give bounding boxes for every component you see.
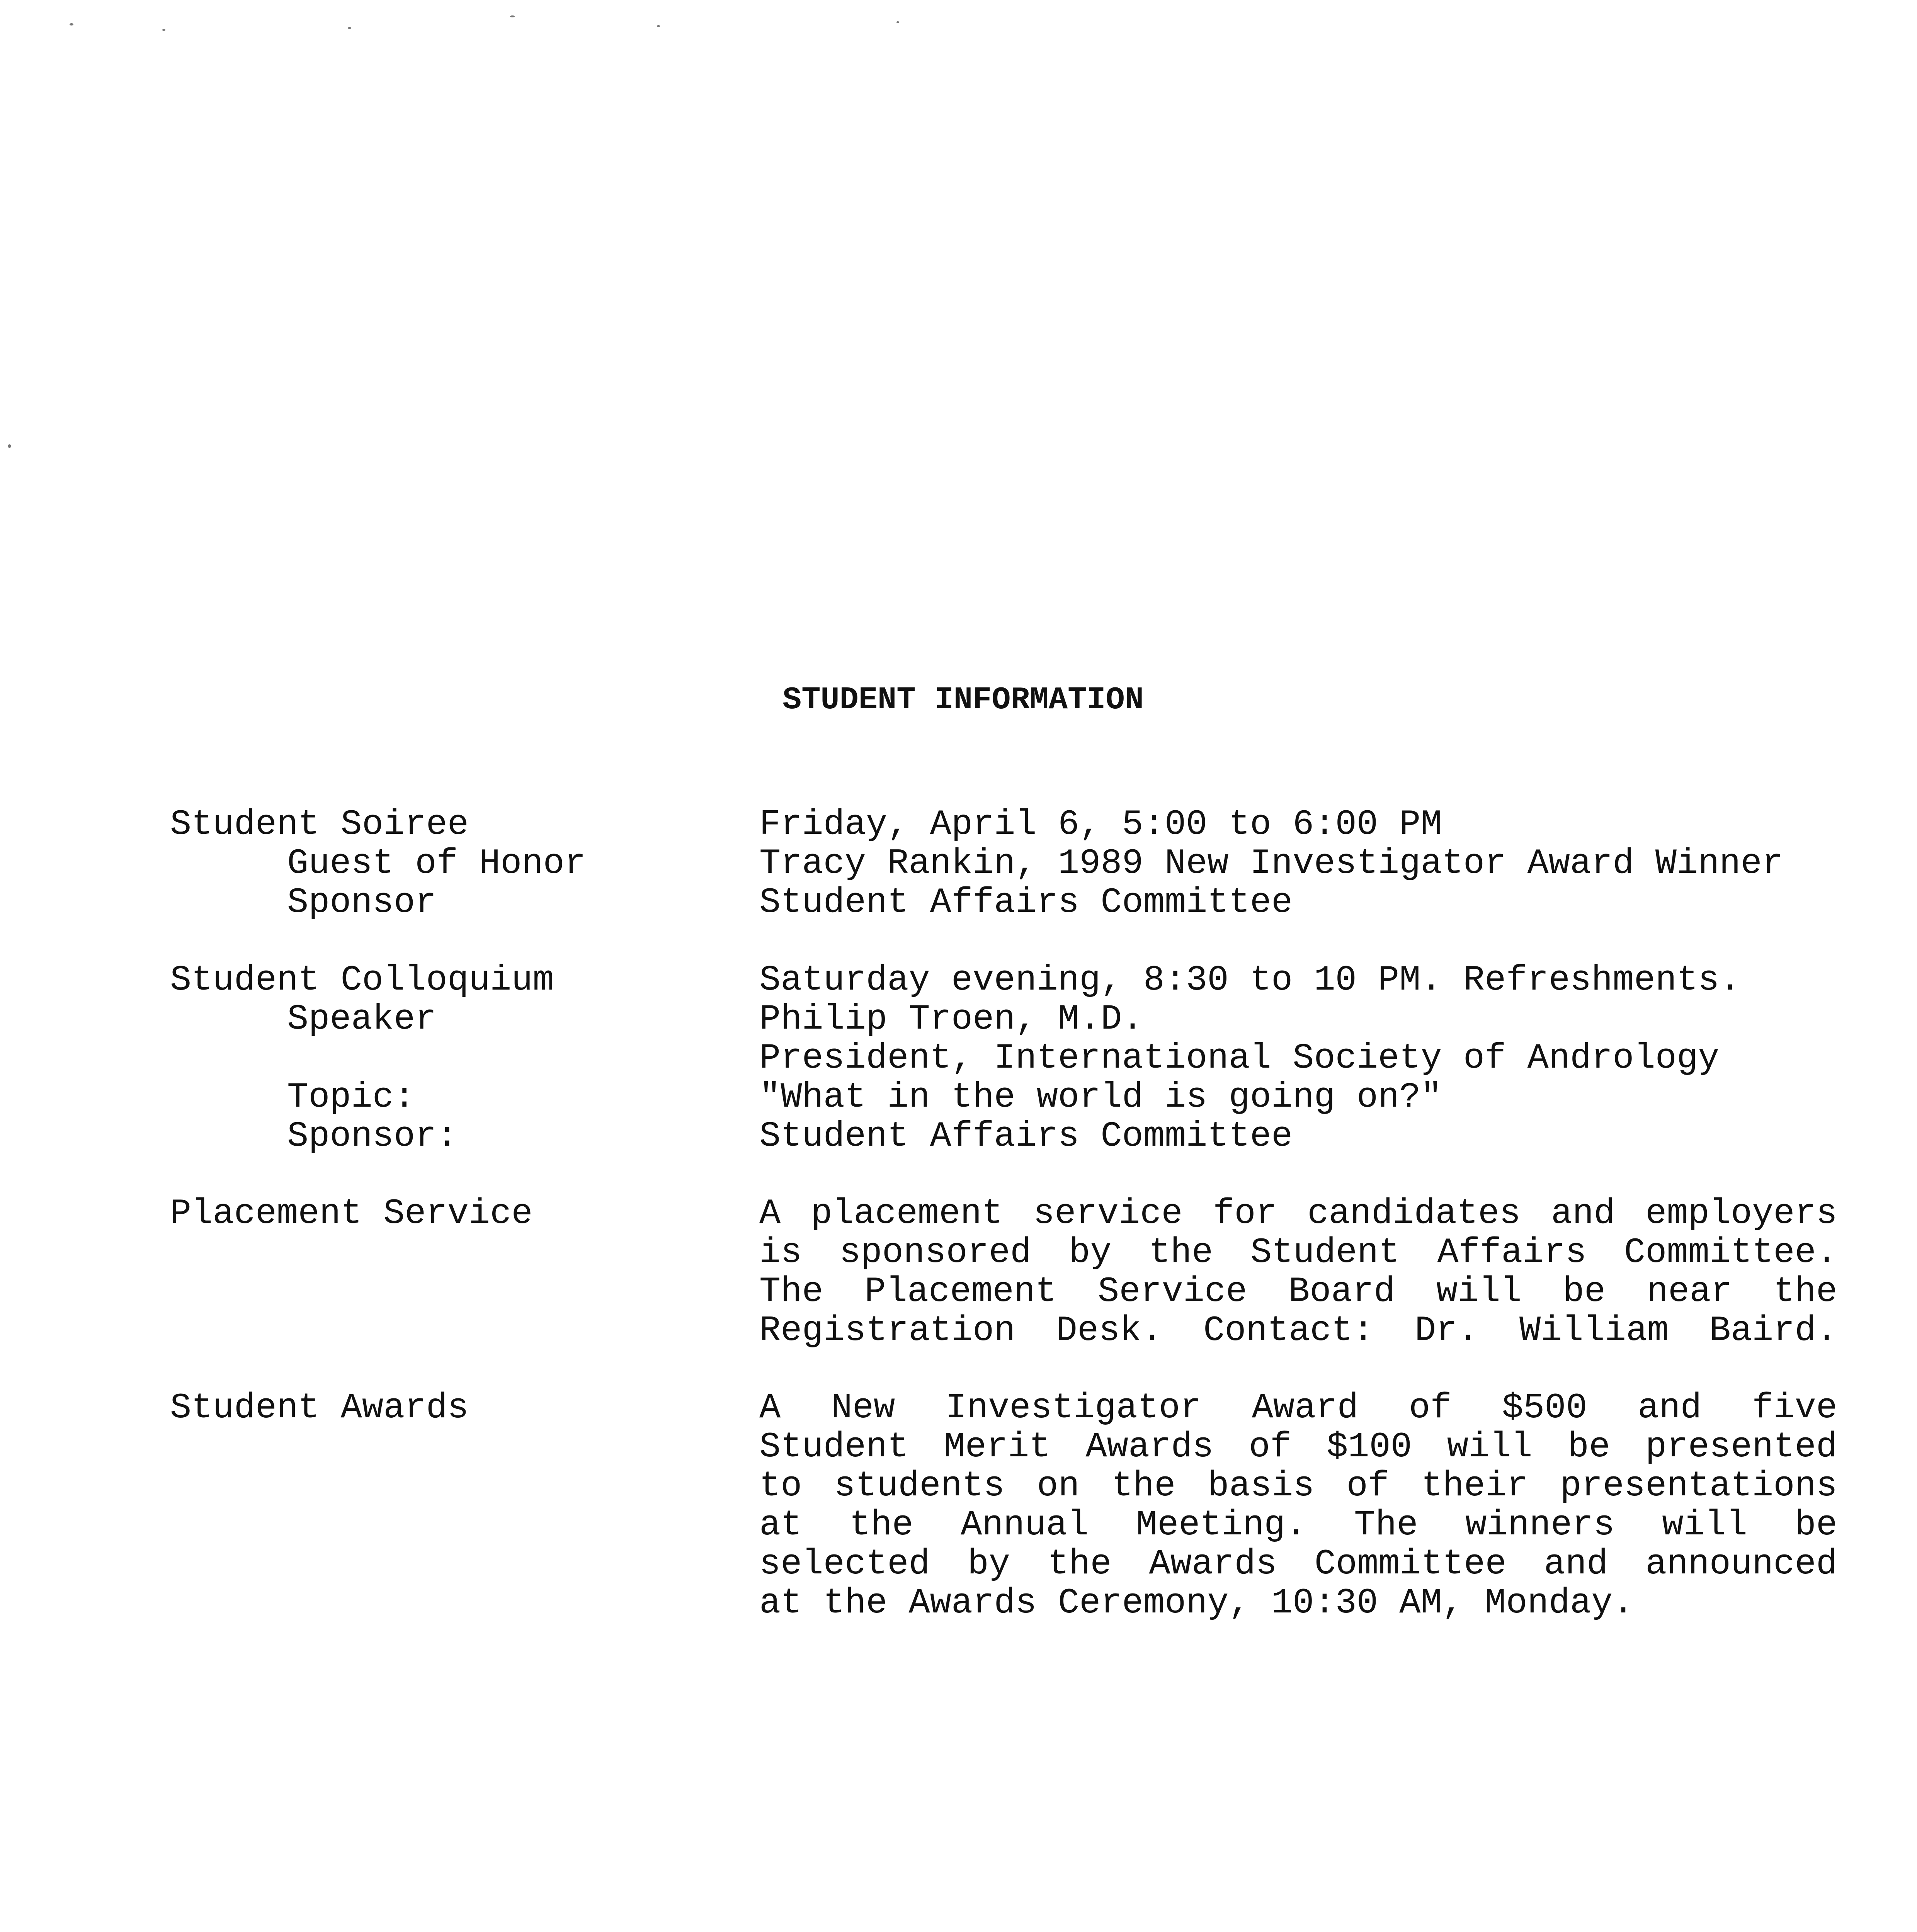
soiree-guest: Tracy Rankin, 1989 New Investigator Award Winner [759, 843, 1784, 884]
awards-line: Student Merit Awards of $100 will be presented [759, 1427, 1837, 1467]
scan-speck [8, 444, 11, 448]
placement-labels [170, 1194, 533, 1233]
scan-speck [348, 27, 351, 29]
awards-line: at the Annual Meeting. The winners will be [759, 1505, 1837, 1545]
sub-label-guest: Guest of Honor [287, 843, 586, 884]
soiree-labels [170, 805, 586, 922]
awards-labels [170, 1388, 469, 1427]
section-label-awards: Student Awards [170, 1388, 469, 1428]
colloquium-values [759, 961, 1837, 1156]
sub-label-topic: Topic: [287, 1077, 415, 1117]
scan-speck [510, 15, 515, 17]
section-label-soiree: Student Soiree [170, 804, 469, 845]
scan-speck [70, 23, 73, 26]
colloquium-speaker-title: President, International Society of Andrology [759, 1038, 1720, 1078]
placement-line: Registration Desk. Contact: Dr. William Baird. [759, 1310, 1837, 1351]
placement-line: A placement service for candidates and employers [759, 1193, 1837, 1234]
soiree-date: Friday, April 6, 5:00 to 6:00 PM [759, 804, 1442, 845]
awards-line: selected by the Awards Committee and announced [759, 1544, 1837, 1584]
soiree-sponsor: Student Affairs Committee [759, 882, 1293, 923]
section-label-placement: Placement Service [170, 1193, 533, 1234]
section-label-colloquium: Student Colloquium [170, 960, 554, 1000]
colloquium-speaker: Philip Troen, M.D. [759, 999, 1143, 1039]
soiree-values [759, 805, 1837, 922]
placement-line: is sponsored by the Student Affairs Committee. [759, 1232, 1837, 1273]
colloquium-labels [170, 961, 554, 1156]
colloquium-topic: "What in the world is going on?" [759, 1077, 1442, 1117]
colloquium-sponsor: Student Affairs Committee [759, 1116, 1293, 1156]
scan-speck [162, 29, 165, 31]
sub-label-sponsor: Sponsor [287, 882, 437, 923]
placement-line: The Placement Service Board will be near the [759, 1271, 1837, 1312]
colloquium-time: Saturday evening, 8:30 to 10 PM. Refreshments. [759, 960, 1741, 1000]
awards-line: to students on the basis of their presentations [759, 1466, 1837, 1506]
placement-text [759, 1194, 1837, 1350]
sub-label-speaker: Speaker [287, 999, 437, 1039]
sub-label-sponsor2: Sponsor: [287, 1116, 458, 1156]
awards-line: at the Awards Ceremony, 10:30 AM, Monday. [759, 1583, 1634, 1623]
awards-text [759, 1388, 1837, 1622]
scan-speck [657, 25, 660, 27]
scan-speck [896, 21, 899, 23]
page-title: STUDENT INFORMATION [782, 682, 1144, 718]
awards-line: A New Investigator Award of $500 and five [759, 1388, 1837, 1428]
